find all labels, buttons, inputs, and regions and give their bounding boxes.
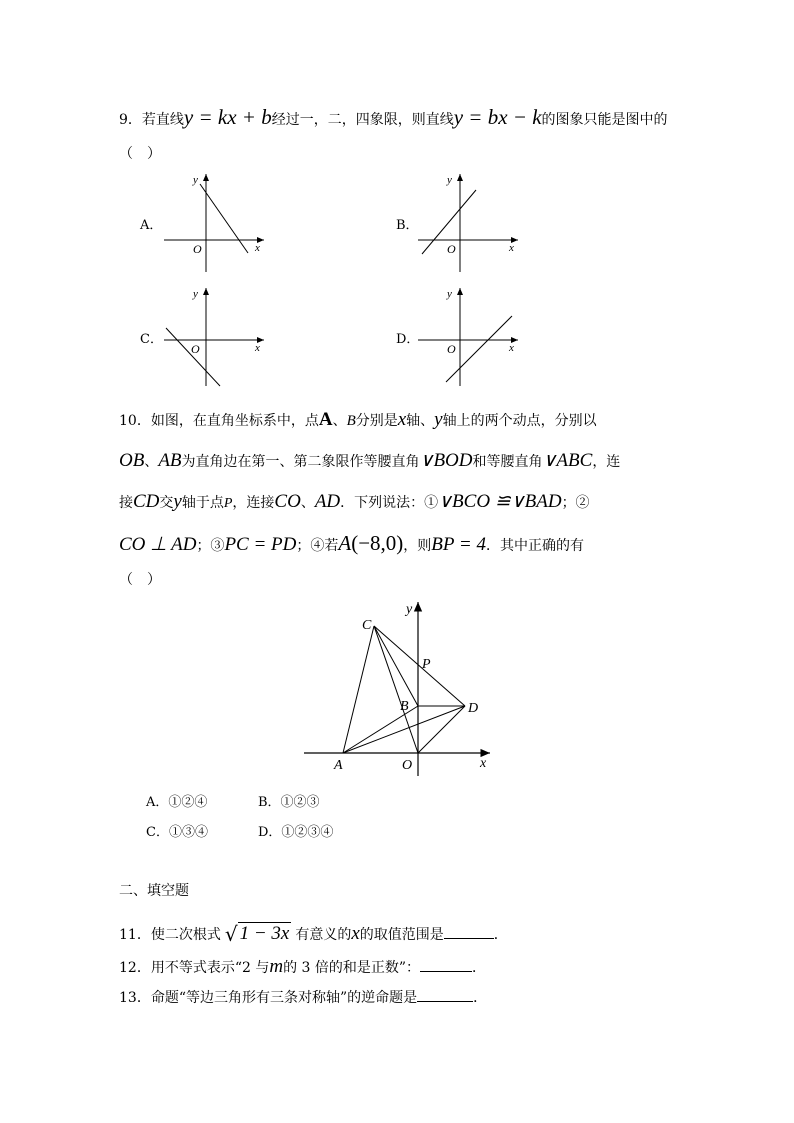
svg-text:O: O (191, 342, 200, 356)
q12-blank[interactable] (420, 960, 472, 972)
svg-text:y: y (447, 174, 452, 186)
svg-text:x: x (480, 756, 487, 771)
q9-number: 9． (119, 112, 142, 128)
q10-line3: 接CD交y轴于点P，连接CO、AD．下列说法：①∨BCO ≌∨BAD；② (119, 491, 590, 512)
svg-text:P: P (422, 657, 431, 672)
section-title-fill-blank: 二、填空题 (119, 883, 189, 899)
svg-text:B: B (400, 699, 409, 714)
q11-blank[interactable] (444, 927, 494, 939)
q12-line: 12．用不等式表示“2 与m的 3 倍的和是正数”： ． (119, 956, 487, 977)
svg-text:x: x (509, 342, 514, 354)
graph-line (166, 328, 220, 386)
q9-graph-c (160, 282, 272, 390)
q10-answer-paren: （ ） (119, 572, 161, 588)
q9-option-b-label: B． (396, 218, 419, 233)
q13-line: 13．命题“等边三角形有三条对称轴”的逆命题是 ． (119, 990, 488, 1006)
q10-choice-c: C．①③④ (146, 825, 208, 840)
q9-equation-1: y = kx + b (183, 105, 272, 129)
svg-text:x: x (255, 342, 260, 354)
q9-line1: 9．若直线y = kx + b经过一，二，四象限，则直线y = bx − k的图象只能是图中的 (119, 105, 668, 129)
q9-equation-2: y = bx − k (453, 105, 542, 129)
q10-line2: OB、AB为直角边在第一、第二象限作等腰直角∨BOD和等腰直角∨ABC，连 (119, 450, 621, 471)
q9-answer-paren: （ ） (119, 146, 161, 162)
svg-text:x: x (255, 242, 260, 254)
svg-text:O: O (193, 242, 202, 256)
q10-line1: 10．如图，在直角坐标系中，点A、B分别是x轴、y轴上的两个动点，分别以 (119, 409, 597, 430)
q10-choice-d: D．①②③④ (258, 825, 334, 840)
q9-graph-b (414, 168, 526, 276)
graph-line (200, 184, 248, 253)
q9-option-c-label: C． (140, 332, 163, 347)
svg-text:A: A (334, 758, 343, 773)
graph-line (446, 316, 512, 382)
q10-number: 10． (119, 413, 151, 429)
q10-choice-a: A．①②④ (146, 795, 208, 810)
q9-graph-a (160, 168, 272, 276)
svg-text:O: O (447, 342, 456, 356)
q11-line: 11．使二次根式 √ 1 − 3x 有意义的x的取值范围是 ． (119, 922, 508, 946)
q9-option-d-label: D． (396, 332, 420, 347)
svg-text:y: y (447, 288, 452, 300)
q13-blank[interactable] (417, 990, 473, 1002)
svg-text:x: x (509, 242, 514, 254)
q11-radical: √ 1 − 3x (224, 922, 290, 946)
svg-text:C: C (362, 618, 372, 633)
svg-text:y: y (406, 602, 413, 617)
q10-line4: CO ⊥ AD；③PC = PD；④若A(−8,0)，则BP = 4．其中正确的有 (119, 531, 584, 555)
q9-option-a-label: A． (140, 218, 163, 233)
svg-text:y: y (193, 288, 198, 300)
svg-text:D: D (468, 701, 479, 716)
q9-graph-d (414, 282, 526, 390)
q10-figure (300, 598, 500, 778)
svg-text:y: y (193, 174, 198, 186)
svg-text:O: O (447, 242, 456, 256)
q10-choice-b: B．①②③ (258, 795, 320, 810)
svg-text:O: O (402, 758, 413, 773)
